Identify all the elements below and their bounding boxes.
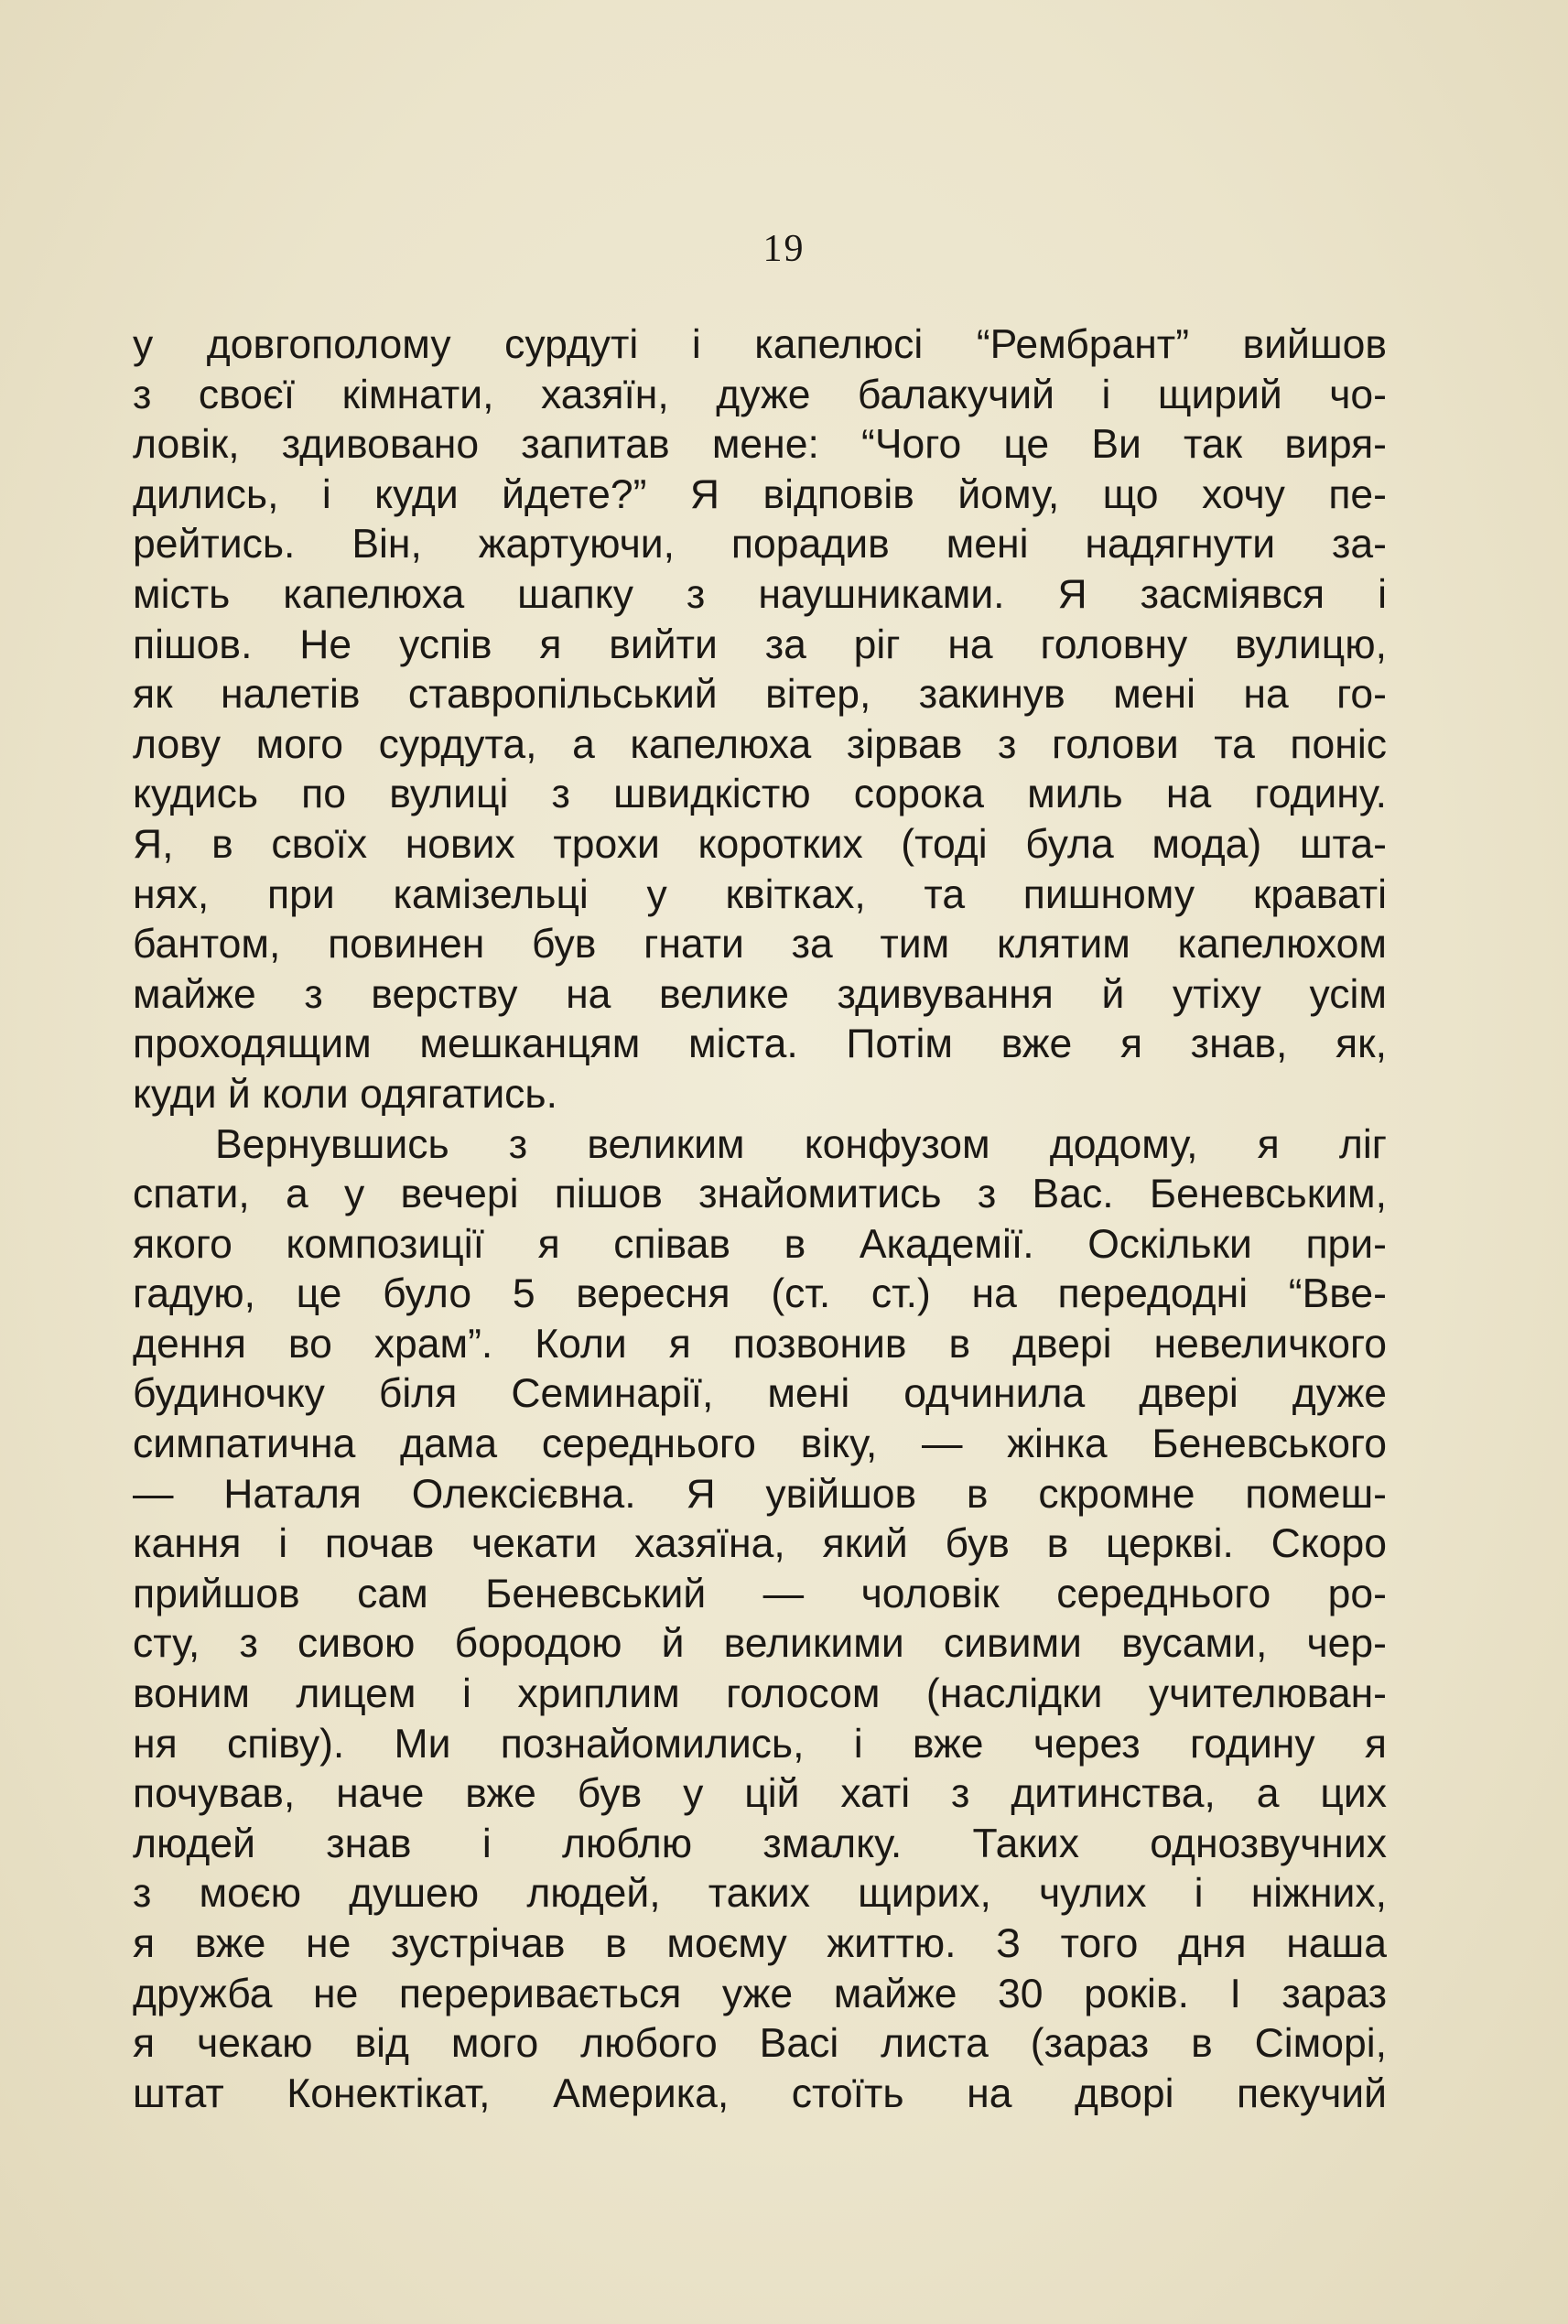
paragraph xyxy=(133,320,1387,1120)
text-line: дення во храм”. Коли я позвонив в двері невеличкого xyxy=(133,1321,1387,1367)
text-line: людей знав і люблю змалку. Таких однозвучних xyxy=(133,1821,1387,1866)
text-line: воним лицем і хриплим голосом (наслідки учителюван- xyxy=(133,1671,1387,1717)
text-line: спати, а у вечері пішов знайомитись з Вас. Беневським, xyxy=(133,1172,1387,1217)
text-line: ня співу). Ми познайомились, і вже через годину я xyxy=(133,1721,1387,1767)
text-line: проходящим мешканцям міста. Потім вже я знав, як, xyxy=(133,1021,1387,1067)
text-line: майже з верству на велике здивування й утіху усім xyxy=(133,971,1387,1017)
text-line: дружба не переривається уже майже 30 років. І зараз xyxy=(133,1971,1387,2016)
text-line: нях, при камізельці у квітках, та пишному краваті xyxy=(133,871,1387,917)
text-line: бантом, повинен був гнати за тим клятим капелюхом xyxy=(133,922,1387,967)
text-line: лову мого сурдута, а капелюха зірвав з голови та поніс xyxy=(133,721,1387,767)
text-line: пішов. Не успів я вийти за ріг на головну вулицю, xyxy=(133,622,1387,667)
text-line: штат Конектікат, Америка, стоїть на дворі пекучий xyxy=(133,2070,1387,2116)
text-line: у довгополому сурдуті і капелюсі “Рембрант” вийшов xyxy=(133,322,1387,367)
text-line: мість капелюха шапку з наушниками. Я засміявся і xyxy=(133,571,1387,617)
text-line: з своєї кімнати, хазяїн, дуже балакучий і щирий чо- xyxy=(133,372,1387,417)
text-line: як налетів ставропільський вітер, закинув мені на го- xyxy=(133,672,1387,718)
text-line: Вернувшись з великим конфузом додому, я ліг xyxy=(215,1121,1387,1167)
text-line: з моєю душею людей, таких щирих, чулих і ніжних, xyxy=(133,1871,1387,1917)
paragraph xyxy=(133,1120,1387,2120)
text-line: симпатична дама середнього віку, — жінка Беневського xyxy=(133,1421,1387,1467)
text-line: я чекаю від мого любого Васі листа (зараз в Сіморі, xyxy=(133,2021,1387,2067)
text-line: я вже не зустрічав в моєму життю. З того дня наша xyxy=(133,1921,1387,1966)
text-line: якого композиції я співав в Академії. Оскільки при- xyxy=(133,1221,1387,1267)
text-line: рейтись. Він, жартуючи, порадив мені надягнути за- xyxy=(133,522,1387,567)
text-line: прийшов сам Беневський — чоловік середнього ро- xyxy=(133,1571,1387,1616)
body-text xyxy=(133,320,1387,2119)
text-line: кання і почав чекати хазяїна, який був в церкві. Скоро xyxy=(133,1521,1387,1567)
text-line: Я, в своїх нових трохи коротких (тоді була мода) шта- xyxy=(133,821,1387,867)
text-line: ловік, здивовано запитав мене: “Чого це Ви так виря- xyxy=(133,422,1387,468)
text-line: гадую, це було 5 вересня (ст. ст.) на передодні “Вве- xyxy=(133,1271,1387,1317)
text-line: кудись по вулиці з швидкістю сорока миль на годину. xyxy=(133,772,1387,817)
text-line: куди й коли одягатись. xyxy=(133,1071,557,1117)
text-line: почував, наче вже був у цій хаті з дитинства, а цих xyxy=(133,1771,1387,1817)
text-line: сту, з сивою бородою й великими сивими вусами, чер- xyxy=(133,1621,1387,1667)
page-number: 19 xyxy=(762,228,806,270)
text-line: — Наталя Олексієвна. Я увійшов в скромне помеш- xyxy=(133,1471,1387,1517)
text-line: дились, і куди йдете?” Я відповів йому, що хочу пе- xyxy=(133,471,1387,517)
text-line: будиночку біля Семинарії, мені одчинила двері дуже xyxy=(133,1371,1387,1417)
